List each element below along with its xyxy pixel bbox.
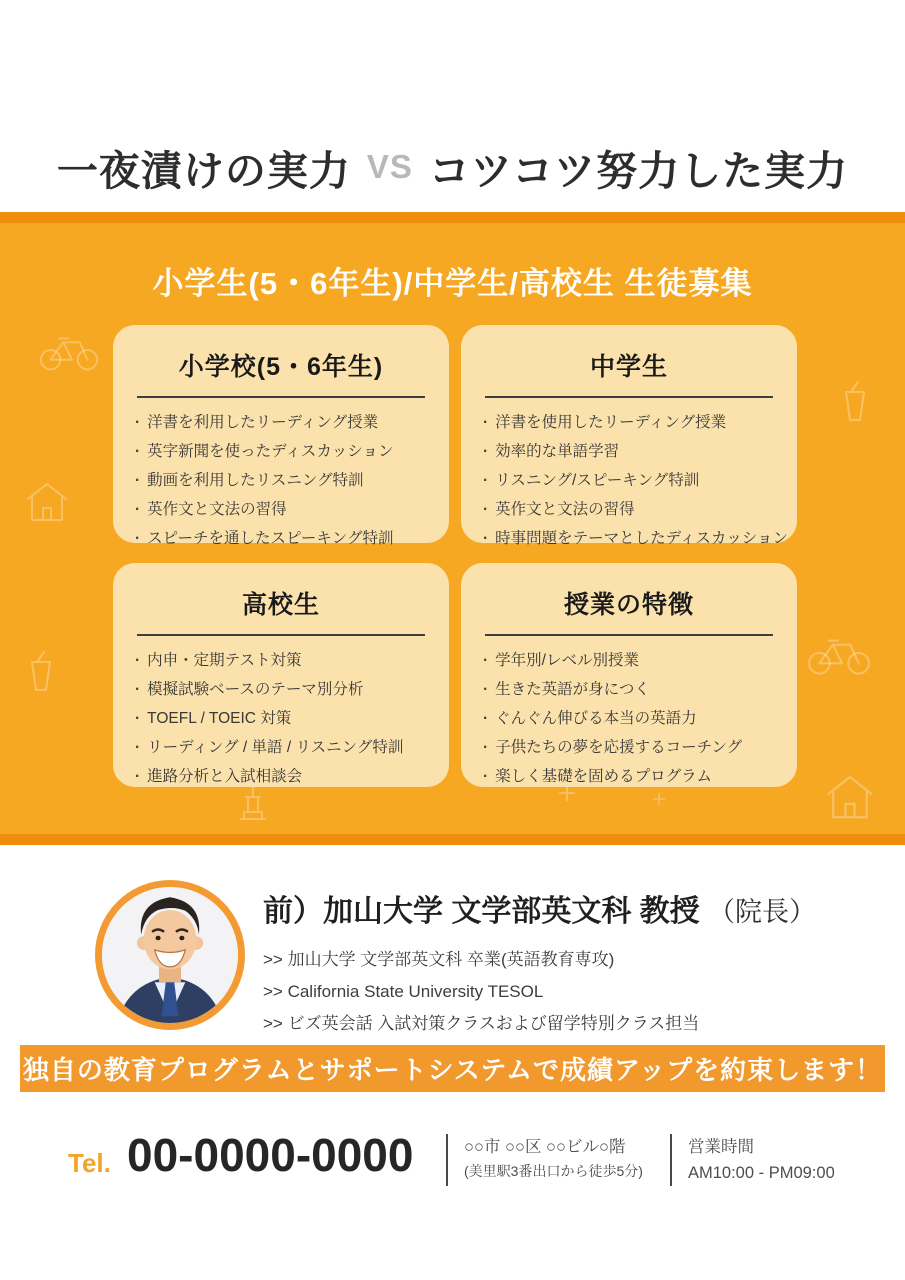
- vertical-divider: [670, 1134, 672, 1186]
- list-item-text: スピーチを通したスピーキング特訓: [147, 530, 394, 547]
- list-item-text: リスニング/スピーキング特訓: [495, 472, 700, 489]
- credential-line: >> ビズ英会話 入試対策クラスおよび留学特別クラス担当: [263, 1014, 700, 1033]
- list-item-text: 効率的な単語学習: [495, 443, 620, 460]
- card-divider: [137, 396, 425, 398]
- headline-vs: VS: [366, 148, 413, 185]
- promo-banner: [20, 1045, 885, 1092]
- bullet-dot: ·: [135, 710, 141, 727]
- professor-photo: [95, 880, 245, 1030]
- professor-title-main: 前）加山大学 文学部英文科 教授: [263, 895, 700, 928]
- bullet-dot: ·: [483, 652, 489, 669]
- card-title: 授業の特徴: [563, 591, 694, 619]
- hours-label: 営業時間: [688, 1138, 754, 1156]
- list-item-text: 英字新聞を使ったディスカッション: [147, 443, 394, 460]
- list-item-text: 動画を利用したリスニング特訓: [147, 472, 364, 489]
- list-item-text: TOEFL / TOEIC 対策: [147, 710, 292, 727]
- list-item: [135, 466, 427, 495]
- bullet-dot: ·: [483, 530, 489, 547]
- recruit-section: [0, 212, 905, 845]
- house-doodle-icon: [22, 480, 72, 522]
- card-list: [135, 646, 427, 791]
- orange-bottom-strip: [0, 834, 905, 845]
- bullet-dot: ·: [135, 768, 141, 785]
- card-title: 中学生: [589, 353, 668, 381]
- card-high-school: [113, 563, 449, 787]
- bullet-dot: ·: [135, 530, 141, 547]
- list-item: [483, 733, 775, 762]
- bullet-dot: ·: [135, 472, 141, 489]
- bullet-dot: ·: [483, 710, 489, 727]
- list-item-text: 洋書を使用したリーディング授業: [495, 414, 727, 431]
- list-item: [483, 524, 788, 553]
- headline-left: 一夜漬けの実力: [56, 147, 351, 194]
- list-item-text: ぐんぐん伸びる本当の英語力: [495, 710, 697, 727]
- list-item-text: 楽しく基礎を固めるプログラム: [495, 768, 713, 785]
- bullet-dot: ·: [483, 472, 489, 489]
- drink-doodle-icon: [842, 380, 868, 422]
- bicycle-doodle-icon: [806, 632, 872, 676]
- bullet-dot: ·: [135, 681, 141, 698]
- list-item-text: 英作文と文法の習得: [495, 501, 635, 518]
- list-item: [135, 524, 427, 553]
- professor-portrait-illustration: [102, 887, 238, 1023]
- course-cards: [113, 325, 797, 787]
- list-item-text: 英作文と文法の習得: [147, 501, 287, 518]
- card-elementary: [113, 325, 449, 547]
- card-title: 小学校(5・6年生): [178, 353, 384, 381]
- sparkle-doodle-icon: [652, 792, 666, 806]
- promo-banner-text: 独自の教育プログラムとサポートシステムで成績アップを約束します！: [22, 1055, 883, 1085]
- address-line1: ○○市 ○○区 ○○ビル○階: [464, 1138, 626, 1156]
- list-item: [135, 408, 427, 437]
- card-divider: [485, 634, 773, 636]
- vertical-divider: [446, 1134, 448, 1186]
- headline: [0, 132, 905, 202]
- address-line2: (美里駅3番出口から徒歩5分): [464, 1163, 643, 1179]
- list-item: [135, 704, 427, 733]
- list-item-text: リーディング / 単語 / リスニング特訓: [147, 739, 404, 756]
- list-item: [483, 646, 775, 675]
- hours-block: [688, 1134, 835, 1186]
- list-item: [135, 762, 427, 791]
- list-item: [135, 646, 427, 675]
- list-item: [135, 733, 427, 762]
- professor-title: [263, 886, 863, 930]
- headline-right: コツコツ努力した実力: [428, 147, 849, 194]
- bullet-dot: ·: [135, 652, 141, 669]
- drink-doodle-icon: [28, 650, 54, 692]
- bullet-dot: ·: [483, 414, 489, 431]
- bullet-dot: ·: [135, 443, 141, 460]
- professor-info: [263, 886, 863, 1040]
- bullet-dot: ·: [483, 501, 489, 518]
- orange-top-strip: [0, 212, 905, 223]
- contact-bar: [0, 1126, 905, 1192]
- card-list: [483, 646, 775, 791]
- bullet-dot: ·: [135, 414, 141, 431]
- list-item-text: 子供たちの夢を応援するコーチング: [495, 739, 743, 756]
- list-item: [483, 495, 775, 524]
- list-item-text: 時事問題をテーマとしたディスカッション: [495, 530, 788, 547]
- list-item: [483, 704, 775, 733]
- bullet-dot: ·: [483, 681, 489, 698]
- list-item-text: 学年別/レベル別授業: [495, 652, 639, 669]
- list-item-text: 生きた英語が身につく: [495, 681, 650, 698]
- card-junior-high: [461, 325, 797, 547]
- list-item: [135, 495, 427, 524]
- tel-label: Tel.: [68, 1148, 111, 1178]
- professor-title-suffix: （院長）: [708, 897, 817, 927]
- hours-value: AM10:00 - PM09:00: [688, 1164, 835, 1182]
- card-divider: [485, 396, 773, 398]
- bicycle-doodle-icon: [38, 330, 100, 372]
- list-item: [483, 408, 775, 437]
- bullet-dot: ·: [135, 501, 141, 518]
- list-item: [483, 466, 775, 495]
- phone-number: 00-0000-0000: [127, 1129, 414, 1181]
- bullet-dot: ·: [483, 768, 489, 785]
- list-item-text: 模擬試験ベースのテーマ別分析: [147, 681, 364, 698]
- card-title: 高校生: [241, 591, 320, 619]
- list-item: [483, 762, 775, 791]
- bullet-dot: ·: [135, 739, 141, 756]
- house-doodle-icon: [822, 772, 878, 820]
- list-item: [135, 675, 427, 704]
- list-item-text: 洋書を利用したリーディング授業: [147, 414, 379, 431]
- address-block: [464, 1134, 643, 1182]
- card-list: [483, 408, 788, 553]
- bullet-dot: ·: [483, 739, 489, 756]
- card-features: [461, 563, 797, 787]
- professor-credentials: [263, 944, 863, 1040]
- card-divider: [137, 634, 425, 636]
- list-item: [483, 675, 775, 704]
- list-item: [483, 437, 775, 466]
- credential-line: >> California State University TESOL: [263, 982, 544, 1001]
- list-item: [135, 437, 427, 466]
- bullet-dot: ·: [483, 443, 489, 460]
- card-list: [135, 408, 427, 553]
- credential-line: >> 加山大学 文学部英文科 卒業(英語教育専攻): [263, 950, 615, 969]
- list-item-text: 内申・定期テスト対策: [147, 652, 302, 669]
- list-item-text: 進路分析と入試相談会: [147, 768, 303, 785]
- recruit-heading: 小学生(5・6年生)/中学生/高校生 生徒募集: [152, 266, 753, 301]
